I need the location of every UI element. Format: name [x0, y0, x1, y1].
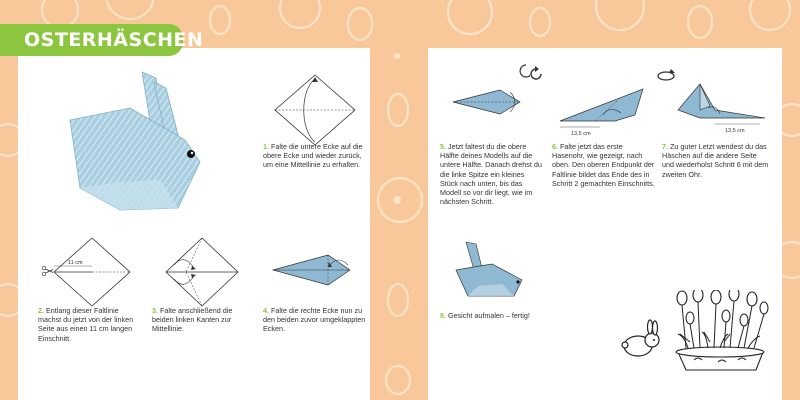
step-3-text: [152, 306, 252, 334]
step2-figure: [40, 235, 135, 310]
step-number: 7.: [662, 142, 668, 151]
flower-box-icon: [668, 290, 773, 380]
step-text: Gesicht aufmalen – fertig!: [448, 311, 530, 320]
title-banner: [0, 24, 204, 56]
step-number: 8.: [440, 311, 446, 320]
step-text: Falte anschließend die beiden linken Kanten zur Mittellinie.: [152, 306, 233, 334]
cut-length-label: 11 cm: [68, 260, 83, 266]
step6-length-label: 13,5 cm: [571, 131, 591, 137]
step-number: 2.: [38, 306, 44, 315]
step1-figure: [270, 70, 360, 150]
step-5-text: [440, 142, 543, 206]
step-1-text: [263, 142, 373, 170]
step-7-text: [662, 142, 770, 179]
step-number: 3.: [152, 306, 158, 315]
step8-figure: [452, 240, 532, 300]
page-title: OSTERHÄSCHEN: [24, 29, 204, 51]
scissors-icon: [42, 266, 53, 276]
step-text: Falte die untere Ecke auf die obere Ecke und wieder zurück, um eine Mittellinie zu erhalten.: [263, 142, 363, 170]
step-number: 4.: [263, 306, 269, 315]
step7-figure: [670, 80, 770, 140]
step-number: 6.: [552, 142, 558, 151]
step-text: Jetzt faltest du die obere Hälfte deines Modells auf die untere Hälfte. Danach drehst du die linke Spitze ein kleines Stück nach unten, bis das Modell so vor dir liegt, wie im nächsten Schritt.: [440, 142, 542, 207]
step4-figure: [268, 243, 363, 298]
step3-figure: [162, 235, 242, 310]
step-number: 5.: [440, 142, 446, 151]
rotate-icon: [528, 66, 544, 82]
step5-figure: [445, 62, 530, 132]
finished-bunny-figure: [60, 70, 220, 220]
step-number: 1.: [263, 142, 269, 151]
step-text: Entlang dieser Faltlinie machst du jetzt von der linken Seite aus einen 11 cm langen Einschnitt.: [38, 306, 134, 343]
step-2-text: [38, 306, 140, 343]
step7-length-label: 13,5 cm: [725, 128, 745, 134]
step-text: Falte die rechte Ecke nun zu den beiden zuvor umgeklappten Ecken.: [263, 306, 366, 334]
step-6-text: [552, 142, 656, 188]
step-4-text: [263, 306, 368, 334]
step6-figure: [555, 85, 650, 140]
step-8-text: [440, 311, 560, 320]
bunny-doodle-icon: [618, 318, 666, 360]
step-text: Zu guter Letzt wendest du das Häschen auf die andere Seite und wiederholst Schritt 6 mit dem zweiten Ohr.: [662, 142, 769, 179]
step-text: Falte jetzt das erste Hasenohr, wie gezeigt, nach oben. Den oberen Endpunkt der Faltlinie bildet das Ende des in Schritt 2 gemachten Einschnitts.: [552, 142, 655, 188]
